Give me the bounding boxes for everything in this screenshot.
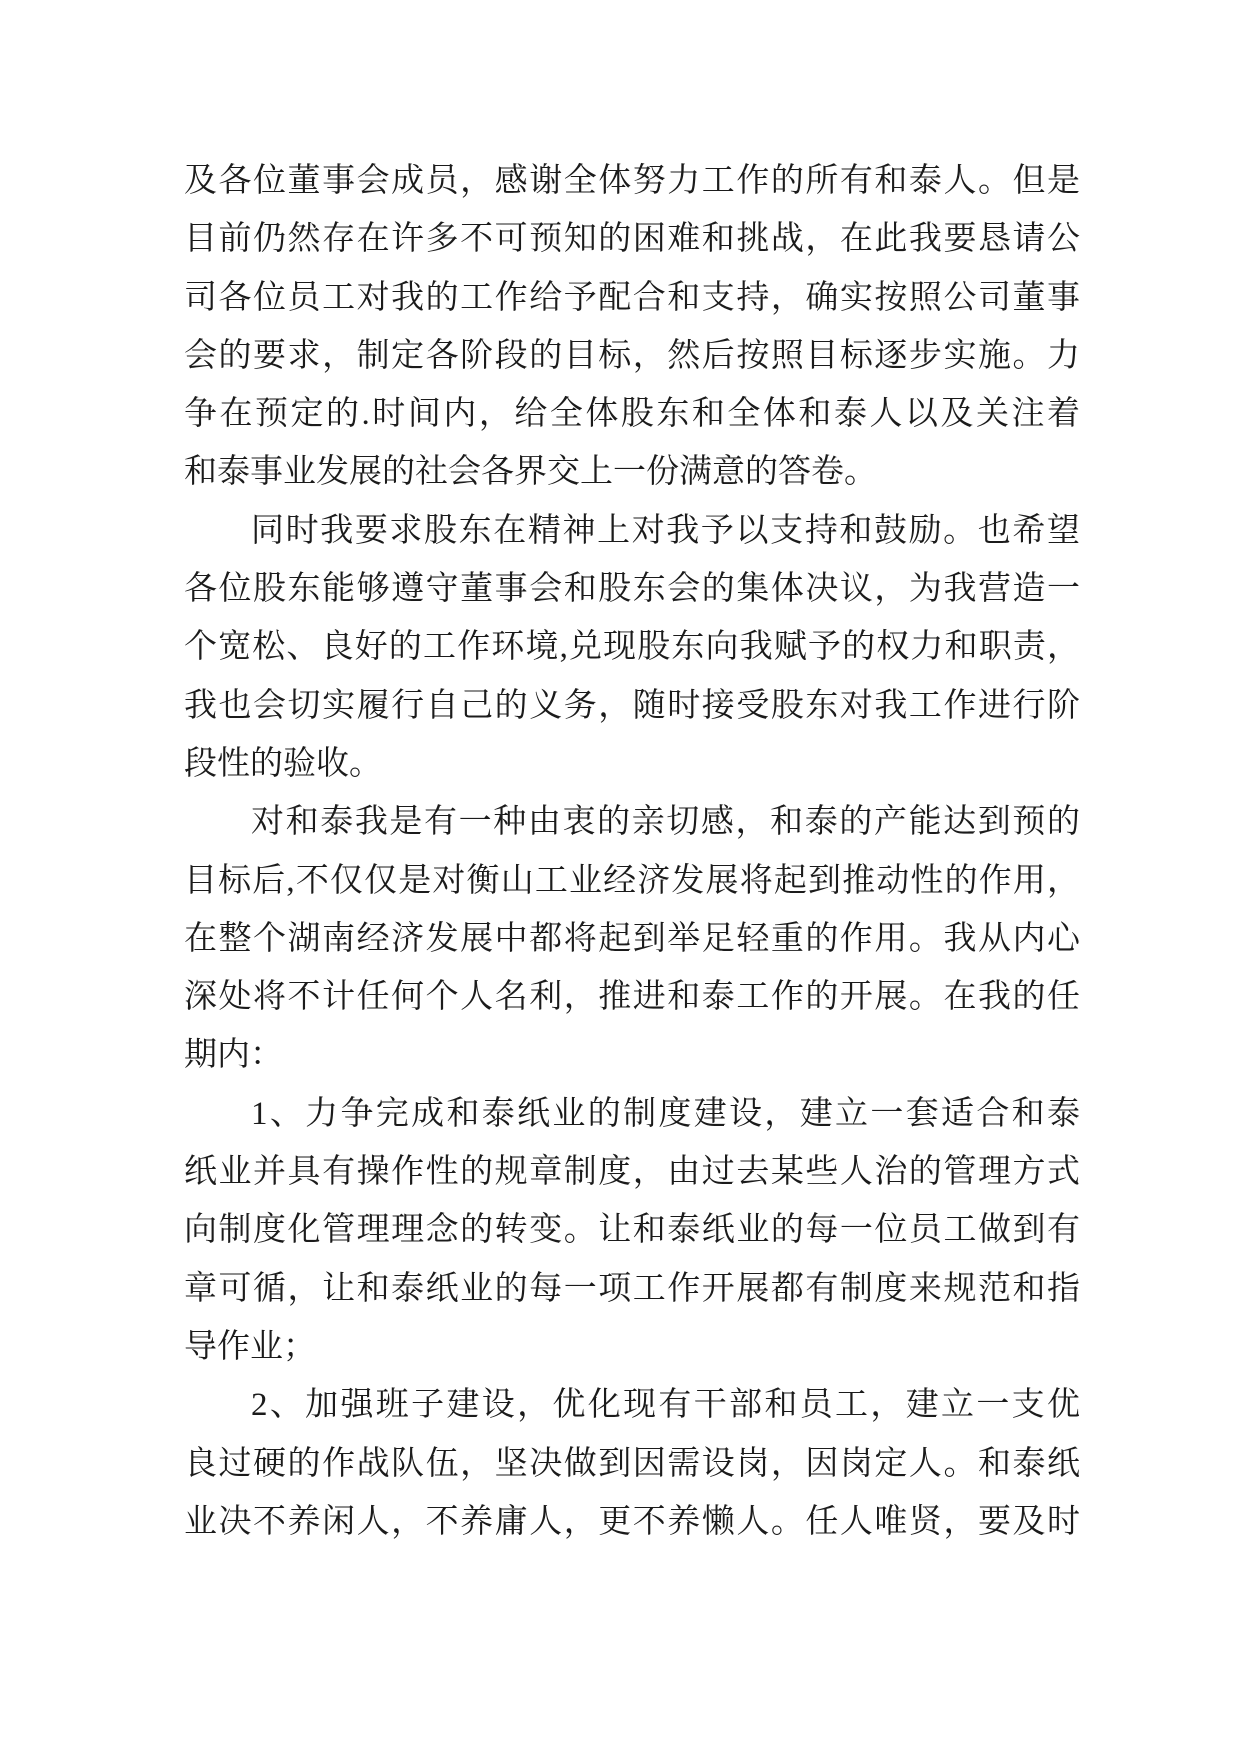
text-line-15: 深处将不计任何个人名利，推进和泰工作的开展。在我的任 (184, 979, 1080, 1016)
text-line-17: 1、力争完成和泰纸业的制度建设，建立一套适合和泰 (251, 1095, 1080, 1132)
text-line-22: 2、加强班子建设，优化现有干部和员工，建立一支优 (251, 1387, 1080, 1424)
document-body (184, 152, 1080, 1551)
text-line-11: 段性的验收。 (184, 745, 382, 782)
text-line-7: 同时我要求股东在精神上对我予以支持和鼓励。也希望 (251, 512, 1080, 549)
text-line-6: 和泰事业发展的社会各界交上一份满意的答卷。 (184, 454, 877, 491)
text-line-8: 各位股东能够遵守董事会和股东会的集体决议，为我营造一 (184, 571, 1080, 608)
text-line-9: 个宽松、良好的工作环境,兑现股东向我赋予的权力和职责， (184, 629, 1080, 666)
text-line-24: 业决不养闲人，不养庸人，更不养懒人。任人唯贤，要及时 (184, 1503, 1080, 1540)
text-line-10: 我也会切实履行自己的义务，随时接受股东对我工作进行阶 (184, 687, 1080, 724)
text-line-13: 目标后,不仅仅是对衡山工业经济发展将起到推动性的作用， (184, 862, 1080, 899)
text-line-4: 会的要求，制定各阶段的目标，然后按照目标逐步实施。力 (184, 337, 1080, 374)
text-line-20: 章可循，让和泰纸业的每一项工作开展都有制度来规范和指 (184, 1270, 1080, 1307)
text-line-2: 目前仍然存在许多不可预知的困难和挑战，在此我要恳请公 (184, 221, 1080, 258)
text-line-23: 良过硬的作战队伍，坚决做到因需设岗，因岗定人。和泰纸 (184, 1445, 1080, 1482)
text-line-3: 司各位员工对我的工作给予配合和支持，确实按照公司董事 (184, 279, 1080, 316)
text-line-5: 争在预定的.时间内，给全体股东和全体和泰人以及关注着 (184, 396, 1080, 433)
text-line-14: 在整个湖南经济发展中都将起到举足轻重的作用。我从内心 (184, 920, 1080, 957)
text-line-12: 对和泰我是有一种由衷的亲切感，和泰的产能达到预的 (251, 804, 1080, 841)
text-line-16: 期内： (184, 1037, 283, 1074)
text-line-1: 及各位董事会成员，感谢全体努力工作的所有和泰人。但是 (184, 163, 1080, 199)
text-line-21: 导作业； (184, 1328, 316, 1365)
text-line-19: 向制度化管理理念的转变。让和泰纸业的每一位员工做到有 (184, 1212, 1080, 1249)
text-line-18: 纸业并具有操作性的规章制度，由过去某些人治的管理方式 (184, 1154, 1080, 1191)
